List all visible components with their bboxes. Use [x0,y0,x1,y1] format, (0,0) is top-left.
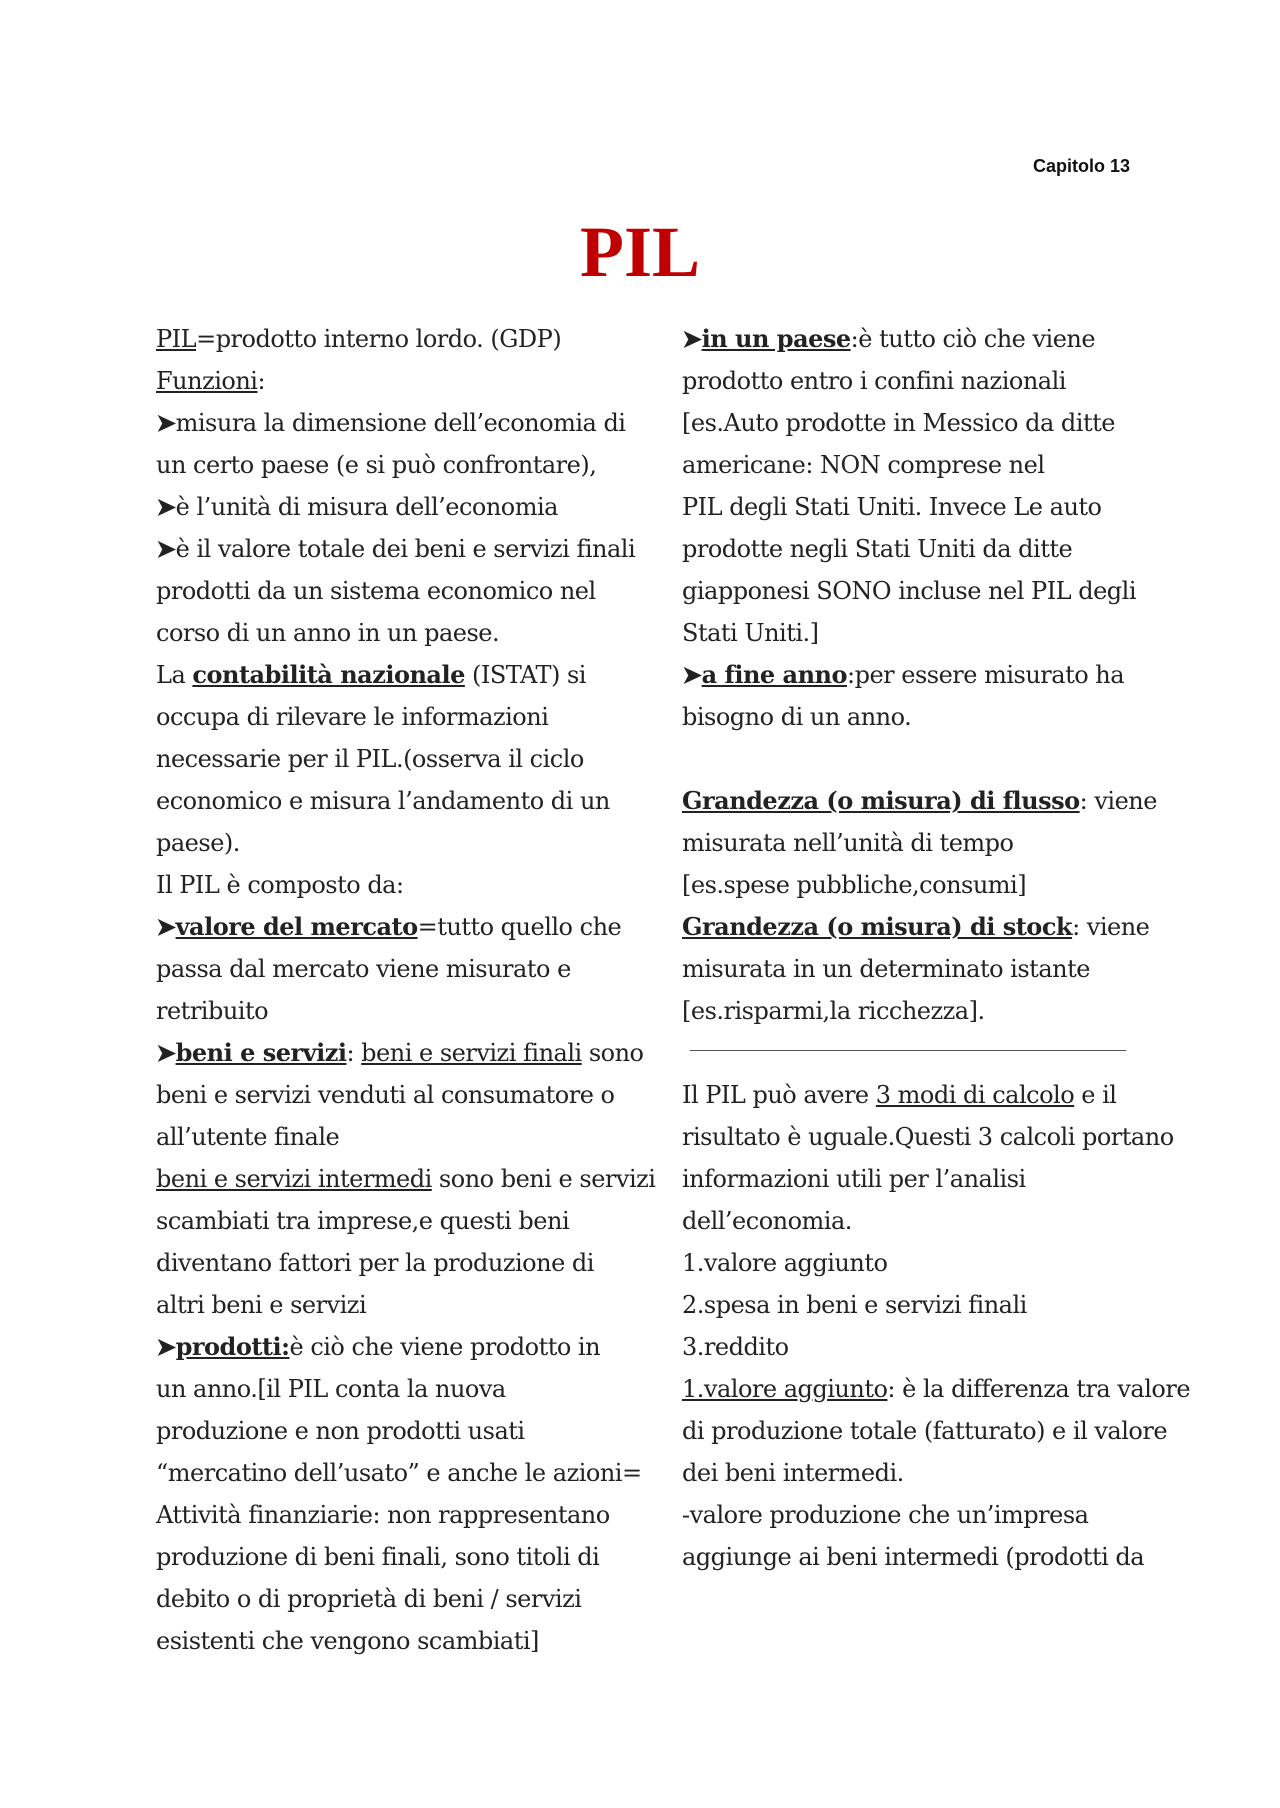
text: =prodotto interno lordo. (GDP) [196,325,562,353]
text-line [156,360,626,402]
page-title: PIL [579,212,701,292]
text-line: giapponesi SONO incluse nel PIL degli [682,577,1137,605]
text: : è la differenza tra valore [887,1375,1191,1403]
divider-line [690,1050,1126,1051]
text-line: Stati Uniti.] [682,619,819,647]
arrow-bullet-icon: ➤ [156,912,176,941]
text-line: scambiati tra imprese,e questi beni [156,1207,570,1235]
text-line: [es.Auto prodotte in Messico da ditte [682,409,1115,437]
text-line: aggiunge ai beni intermedi (prodotti da [682,1543,1145,1571]
text-line: necessarie per il PIL.(osserva il ciclo [156,745,584,773]
text-line: dei beni intermedi. [682,1459,904,1487]
arrow-bullet-icon: ➤ [156,534,176,563]
chapter-label: Capitolo 13 [1032,156,1130,176]
term-3-modi-di-calcolo: 3 modi di calcolo [875,1081,1075,1109]
text-line [156,654,626,696]
text-line: diventano fattori per la produzione di [156,1249,594,1277]
text-line: economico e misura l’andamento di un [156,787,610,815]
text: è ciò che viene prodotto in [289,1333,601,1361]
term-contabilita-nazionale: contabilità nazionale [192,660,465,689]
term-valore-del-mercato: valore del mercato [175,912,418,941]
text: (ISTAT) si [464,661,586,689]
bullet-line [682,654,1152,696]
text-line: [es.risparmi,la ricchezza]. [682,997,985,1025]
right-column [682,318,1191,1578]
term-beni-servizi-finali: beni e servizi finali [361,1039,582,1067]
text-line [156,318,626,360]
text-line: dell’economia. [682,1207,852,1235]
text-line: debito o di proprietà di beni / servizi [156,1585,582,1613]
text: sono beni e servizi [431,1165,656,1193]
text-line: bisogno di un anno. [682,703,912,731]
left-column [156,318,656,1662]
text-line: di produzione totale (fatturato) e il valore [682,1417,1168,1445]
text-line: produzione di beni finali, sono titoli di [156,1543,600,1571]
text-line: beni e servizi venduti al consumatore o [156,1081,615,1109]
text-line: PIL degli Stati Uniti. Invece Le auto [682,493,1102,521]
arrow-bullet-icon: ➤ [156,1038,176,1067]
arrow-bullet-icon: ➤ [156,1332,176,1361]
text-line [682,1074,1152,1116]
text-line: occupa di rilevare le informazioni [156,703,549,731]
term-a-fine-anno: a fine anno [701,660,847,689]
text-line: -valore produzione che un’impresa [682,1501,1089,1529]
text: : [346,1039,362,1067]
text-line: passa dal mercato viene misurato e [156,955,571,983]
text-line [682,780,1157,822]
text-line: produzione e non prodotti usati [156,1417,525,1445]
text-line: retribuito [156,997,269,1025]
text: è l’unità di misura dell’economia [175,493,558,521]
section-divider [682,1032,1152,1074]
text-line: corso di un anno in un paese. [156,619,500,647]
text-line: all’utente finale [156,1123,340,1151]
text: misura la dimensione dell’economia di [175,409,626,437]
term-grandezza-stock: Grandezza (o misura) di stock [682,912,1073,941]
text-line: misurata in un determinato istante [682,955,1090,983]
arrow-bullet-icon: ➤ [156,408,176,437]
text-line: 2.spesa in beni e servizi finali [682,1291,1027,1319]
text-line [682,906,1152,948]
text-line: americane: NON comprese nel [682,451,1045,479]
text-line: risultato è uguale.Questi 3 calcoli portano [682,1123,1174,1151]
text-line: [es.spese pubbliche,consumi] [682,871,1027,899]
text: e il [1074,1081,1117,1109]
text-line: prodotti da un sistema economico nel [156,577,596,605]
text: :per essere misurato ha [847,661,1125,689]
arrow-bullet-icon: ➤ [682,660,702,689]
bullet-line [156,1032,644,1074]
text-line: paese). [156,829,240,857]
term-grandezza-flusso: Grandezza (o misura) di flusso [682,786,1080,815]
text-line: un anno.[il PIL conta la nuova [156,1375,506,1403]
text-line: Attività finanziarie: non rappresentano [156,1501,610,1529]
arrow-bullet-icon: ➤ [156,492,176,521]
text: : [257,367,266,395]
text-line: esistenti che vengono scambiati] [156,1627,539,1655]
text-line [682,1368,1191,1410]
text: =tutto quello che [417,913,622,941]
term-in-un-paese: in un paese [701,324,851,353]
text-line: prodotte negli Stati Uniti da ditte [682,535,1073,563]
text: è il valore totale dei beni e servizi finali [175,535,636,563]
text: sono [581,1039,644,1067]
text-line: “mercatino dell’usato” e anche le azioni= [156,1459,642,1487]
text-line: Il PIL è composto da: [156,871,404,899]
term-beni-servizi-intermedi: beni e servizi intermedi [156,1165,432,1193]
term-prodotti: prodotti: [175,1332,290,1361]
term-funzioni: Funzioni [156,367,258,395]
bullet-line [682,318,1152,360]
bullet-line [156,486,626,528]
arrow-bullet-icon: ➤ [682,324,702,353]
text-line: 1.valore aggiunto [682,1249,888,1277]
bullet-line [156,1326,626,1368]
text: : viene [1079,787,1157,815]
bullet-line [156,402,626,444]
text: : viene [1072,913,1150,941]
text-line: informazioni utili per l’analisi [682,1165,1026,1193]
text: Il PIL può avere [682,1081,876,1109]
text-line: altri beni e servizi [156,1291,367,1319]
text: :è tutto ciò che viene [850,325,1096,353]
text-line: prodotto entro i confini nazionali [682,367,1066,395]
term-pil: PIL [156,325,197,353]
bullet-line [156,528,636,570]
text-line: 3.reddito [682,1333,789,1361]
spacer [682,738,1152,780]
text-line [156,1158,656,1200]
term-valore-aggiunto: 1.valore aggiunto [682,1375,888,1403]
text: La [156,661,193,689]
term-beni-e-servizi: beni e servizi [175,1038,347,1067]
text-line: un certo paese (e si può confrontare), [156,451,597,479]
bullet-line [156,906,626,948]
text-line: misurata nell’unità di tempo [682,829,1014,857]
